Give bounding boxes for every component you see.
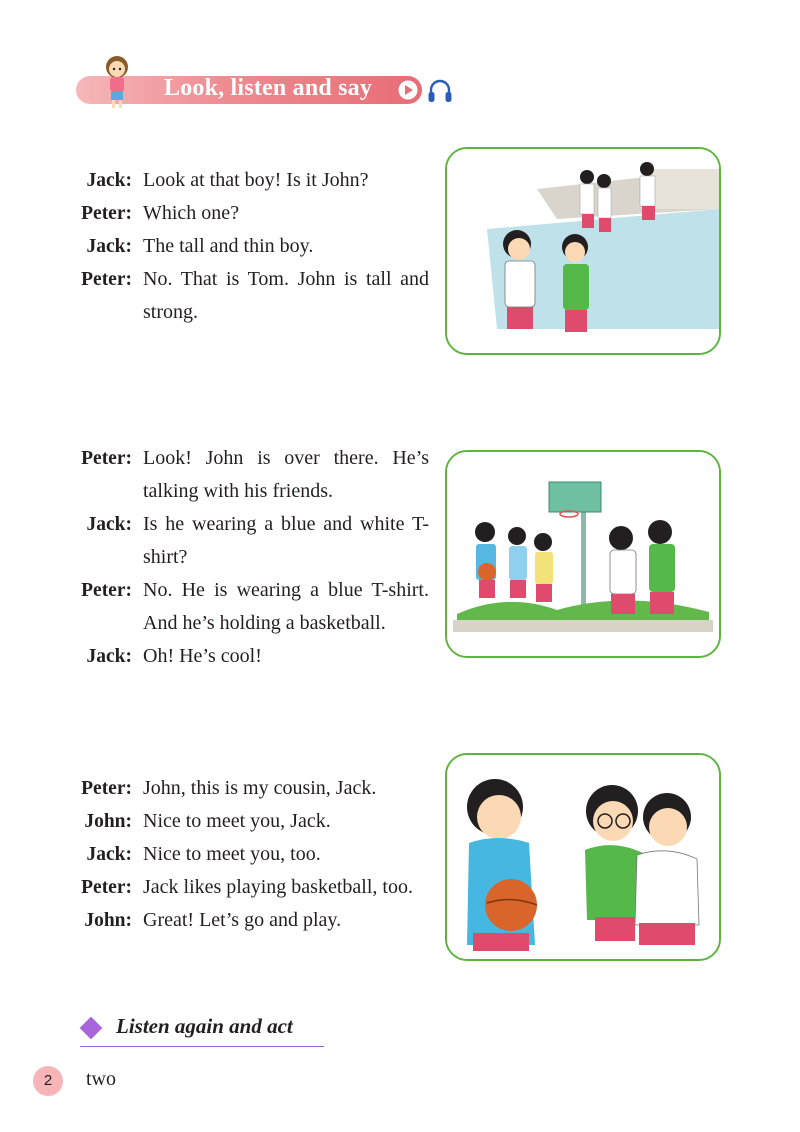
line-text: Nice to meet you, too. bbox=[143, 843, 321, 865]
dialogue-line bbox=[80, 230, 429, 263]
line-text: Nice to meet you, Jack. bbox=[143, 810, 331, 832]
line-text: Which one? bbox=[143, 202, 240, 224]
activity-heading bbox=[80, 1014, 324, 1047]
dialogue-line bbox=[80, 838, 429, 871]
dialogue-2 bbox=[80, 442, 429, 673]
speaker-label: John: bbox=[84, 910, 132, 931]
line-text: Look! John is over there. He’s talking with his friends. bbox=[143, 447, 429, 502]
line-text: No. He is wearing a blue T-shirt. And he’s holding a basketball. bbox=[143, 579, 429, 634]
line-text: Great! Let’s go and play. bbox=[143, 909, 342, 931]
line-text: Is he wearing a blue and white T-shirt? bbox=[143, 513, 429, 568]
boys-basketball-court-illustration bbox=[447, 452, 719, 656]
dialogue-line bbox=[80, 197, 429, 230]
speaker-label: John: bbox=[84, 811, 132, 832]
diamond-bullet-icon bbox=[80, 1017, 103, 1040]
illustration-introduction bbox=[445, 753, 721, 961]
speaker-label: Peter: bbox=[81, 203, 132, 224]
dialogue-3 bbox=[80, 772, 429, 937]
line-text: Oh! He’s cool! bbox=[143, 645, 262, 667]
boys-meeting-illustration bbox=[447, 755, 719, 959]
speaker-label: Jack: bbox=[86, 170, 132, 191]
illustration-playground bbox=[445, 147, 721, 355]
dialogue-line bbox=[80, 772, 429, 805]
speaker-label: Peter: bbox=[81, 448, 132, 469]
speaker-label: Jack: bbox=[86, 236, 132, 257]
dialogue-line bbox=[80, 640, 429, 673]
line-text: John, this is my cousin, Jack. bbox=[143, 777, 377, 799]
speaker-label: Peter: bbox=[81, 269, 132, 290]
dialogue-line bbox=[80, 871, 429, 904]
speaker-label: Jack: bbox=[86, 514, 132, 535]
dialogue-line bbox=[80, 508, 429, 574]
play-icon[interactable] bbox=[396, 78, 420, 102]
speaker-label: Peter: bbox=[81, 877, 132, 898]
speaker-label: Jack: bbox=[86, 646, 132, 667]
dialogue-line bbox=[80, 805, 429, 838]
speaker-label: Peter: bbox=[81, 580, 132, 601]
section-title: Look, listen and say bbox=[164, 75, 373, 101]
headphone-icon[interactable] bbox=[426, 77, 454, 105]
boys-playground-illustration bbox=[447, 149, 719, 353]
line-text: Jack likes playing basketball, too. bbox=[143, 876, 413, 898]
line-text: Look at that boy! Is it John? bbox=[143, 169, 369, 191]
section-banner bbox=[76, 72, 422, 108]
line-text: The tall and thin boy. bbox=[143, 235, 314, 257]
page-number-badge: 2 bbox=[33, 1066, 63, 1096]
dialogue-line bbox=[80, 263, 429, 329]
dialogue-line bbox=[80, 904, 429, 937]
speaker-label: Jack: bbox=[86, 844, 132, 865]
activity-title: Listen again and act bbox=[116, 1014, 293, 1038]
dialogue-line bbox=[80, 574, 429, 640]
line-text: No. That is Tom. John is tall and strong. bbox=[143, 268, 429, 323]
dialogue-line bbox=[80, 442, 429, 508]
girl-mascot-icon bbox=[100, 54, 134, 110]
dialogue-1 bbox=[80, 164, 429, 329]
speaker-label: Peter: bbox=[81, 778, 132, 799]
page-number-word: two bbox=[86, 1068, 116, 1090]
illustration-basketball-court bbox=[445, 450, 721, 658]
dialogue-line bbox=[80, 164, 429, 197]
